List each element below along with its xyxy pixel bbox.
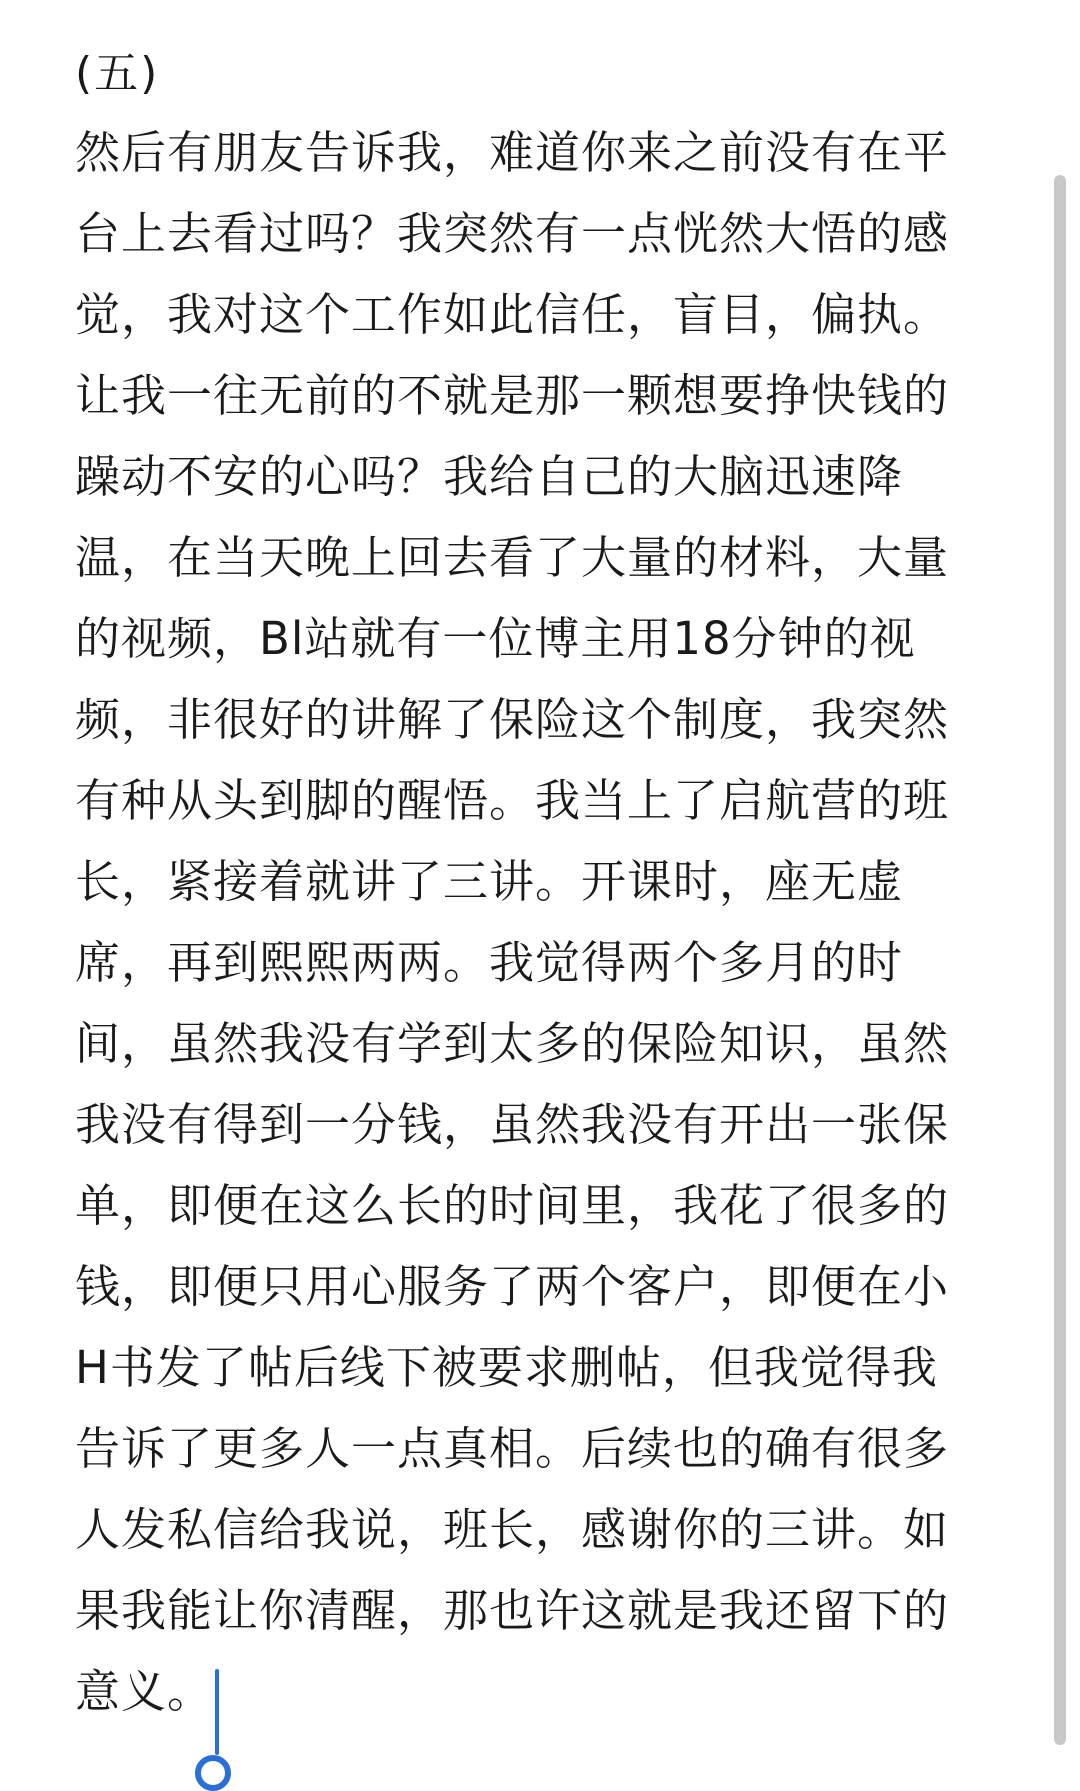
text-line: 人发私信给我说，班长，感谢你的三讲。如 (75, 1503, 950, 1556)
text-line: H书发了帖后线下被要求删帖，但我觉得我 (75, 1341, 938, 1394)
text-line: 单，即便在这么长的时间里，我花了很多的 (75, 1179, 950, 1232)
paragraph-lines (75, 112, 1005, 1732)
text-line: 告诉了更多人一点真相。后续也的确有很多 (75, 1422, 950, 1475)
text-line: 我没有得到一分钱，虽然我没有开出一张保 (75, 1098, 950, 1151)
text-line: 有种从头到脚的醒悟。我当上了启航营的班 (75, 774, 950, 827)
text-line: 频，非很好的讲解了保险这个制度，我突然 (75, 693, 950, 746)
vertical-scrollbar[interactable] (1054, 175, 1066, 1745)
text-editor[interactable] (75, 36, 1005, 1732)
text-line: 间，虽然我没有学到太多的保险知识，虽然 (75, 1017, 950, 1070)
text-line: 长，紧接着就讲了三讲。开课时，座无虚 (75, 855, 904, 908)
text-line: 钱，即便只用心服务了两个客户，即便在小 (75, 1260, 950, 1313)
text-line: 然后有朋友告诉我，难道你来之前没有在平 (75, 126, 950, 179)
text-line: 躁动不安的心吗？我给自己的大脑迅速降 (75, 450, 904, 503)
last-line-text: 意义。 (75, 1665, 214, 1718)
text-line-last (75, 1651, 1005, 1732)
text-line: 温，在当天晚上回去看了大量的材料，大量 (75, 531, 950, 584)
text-line: 席，再到熙熙两两。我觉得两个多月的时 (75, 936, 904, 989)
text-line: 觉，我对这个工作如此信任，盲目，偏执。 (75, 288, 950, 341)
caret-bar (215, 1669, 219, 1755)
text-caret[interactable] (213, 1675, 221, 1715)
text-line: 台上去看过吗？我突然有一点恍然大悟的感 (75, 207, 950, 260)
section-heading: (五) (75, 48, 160, 99)
text-line: 让我一往无前的不就是那一颗想要挣快钱的 (75, 369, 950, 422)
text-line: 的视频，Bl站就有一位博主用18分钟的视 (75, 612, 916, 665)
text-line: 果我能让你清醒，那也许这就是我还留下的 (75, 1584, 950, 1637)
caret-handle-icon[interactable] (195, 1755, 231, 1791)
